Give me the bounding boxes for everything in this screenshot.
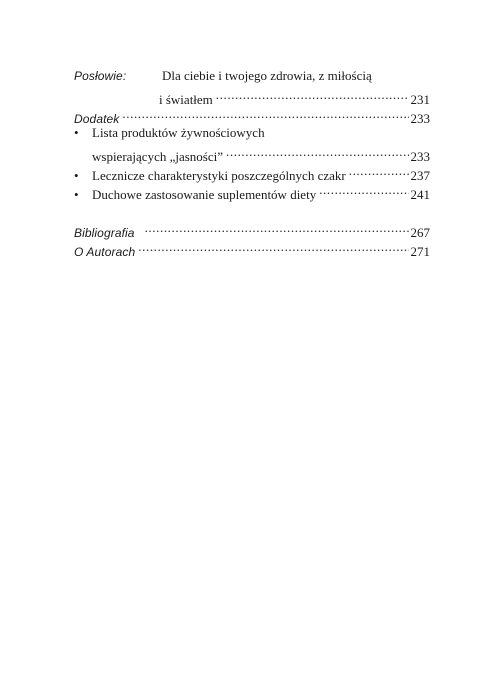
dot-leader <box>349 161 409 180</box>
dot-leader <box>319 180 408 199</box>
toc-label-bibliografia: Bibliografia <box>74 226 135 240</box>
toc-subtitle-czakry: Lecznicze charakterystyki poszczególnych czakr <box>92 168 346 183</box>
dot-leader <box>122 104 408 123</box>
bullet-icon: • <box>74 187 79 202</box>
toc-entry-dodatek[interactable] <box>74 104 430 126</box>
toc-subtitle-suplementy: Duchowe zastosowanie suplementów diety <box>92 187 317 202</box>
toc-subtitle-lista-line2: wspierających „jasności” <box>92 149 224 164</box>
toc-subtitle-lista-line1: Lista produktów żywnościowych <box>92 125 265 140</box>
toc-page-suplementy: 241 <box>410 187 430 202</box>
dot-leader <box>138 237 408 256</box>
toc-page-bibliografia: 267 <box>410 225 430 240</box>
toc-entry-poslowie[interactable] <box>74 66 430 85</box>
dot-leader <box>145 218 409 237</box>
toc-subentry-suplementy[interactable] <box>74 180 430 202</box>
dot-leader <box>226 142 408 161</box>
table-of-contents <box>74 66 430 259</box>
toc-subentry-lista-cont[interactable] <box>74 142 430 164</box>
toc-page-poslowie: 231 <box>410 92 430 107</box>
toc-entry-poslowie-cont[interactable] <box>74 85 430 107</box>
toc-subentry-czakry[interactable] <box>74 161 430 183</box>
toc-title-poslowie-line2: i światłem <box>159 92 213 107</box>
toc-title-poslowie-line1: Dla ciebie i twojego zdrowia, z miłością <box>162 68 372 83</box>
toc-subentry-lista[interactable] <box>74 123 430 142</box>
toc-page-dodatek: 233 <box>410 111 430 126</box>
toc-page-lista: 233 <box>410 149 430 164</box>
bullet-icon: • <box>74 125 79 140</box>
toc-label-poslowie: Posłowie: <box>74 69 127 83</box>
bullet-icon: • <box>74 168 79 183</box>
dot-leader <box>216 85 409 104</box>
toc-entry-autorzy[interactable] <box>74 237 430 259</box>
toc-page-autorzy: 271 <box>410 244 430 259</box>
toc-page-czakry: 237 <box>410 168 430 183</box>
toc-entry-bibliografia[interactable] <box>74 218 430 240</box>
toc-label-dodatek: Dodatek <box>74 112 120 126</box>
toc-label-autorzy: O Autorach <box>74 245 136 259</box>
